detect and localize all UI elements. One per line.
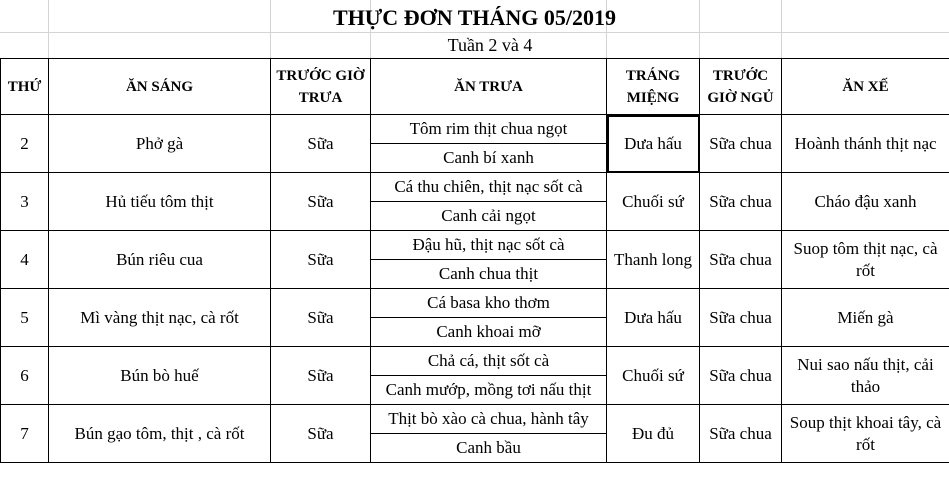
lunch-main-cell[interactable]: Chả cá, thịt sốt cà: [371, 347, 607, 376]
dessert-cell[interactable]: Chuối sứ: [607, 173, 700, 231]
table-row: [1, 347, 949, 376]
before-sleep-cell[interactable]: Sữa chua: [700, 347, 782, 405]
table-row: [1, 289, 949, 318]
header-before-sleep[interactable]: TRƯỚC GIỜ NGỦ: [700, 59, 782, 115]
before-lunch-cell[interactable]: Sữa: [271, 289, 371, 347]
lunch-soup-cell[interactable]: Canh bí xanh: [371, 144, 607, 173]
lunch-soup-cell[interactable]: Canh khoai mỡ: [371, 318, 607, 347]
lunch-main-cell[interactable]: Đậu hũ, thịt nạc sốt cà: [371, 231, 607, 260]
lunch-main-cell[interactable]: Cá basa kho thơm: [371, 289, 607, 318]
snack-cell[interactable]: Miến gà: [782, 289, 949, 347]
breakfast-cell[interactable]: Bún riêu cua: [49, 231, 271, 289]
lunch-soup-cell[interactable]: Canh bầu: [371, 434, 607, 463]
before-sleep-cell[interactable]: Sữa chua: [700, 231, 782, 289]
table-row: [1, 173, 949, 202]
before-sleep-cell[interactable]: Sữa chua: [700, 115, 782, 173]
breakfast-cell[interactable]: Bún gạo tôm, thịt , cà rốt: [49, 405, 271, 463]
snack-cell[interactable]: Suop tôm thịt nạc, cà rốt: [782, 231, 949, 289]
before-sleep-cell[interactable]: Sữa chua: [700, 405, 782, 463]
snack-cell[interactable]: Nui sao nấu thịt, cải thảo: [782, 347, 949, 405]
header-breakfast[interactable]: ĂN SÁNG: [49, 59, 271, 115]
before-lunch-cell[interactable]: Sữa: [271, 405, 371, 463]
snack-cell[interactable]: Hoành thánh thịt nạc: [782, 115, 949, 173]
menu-table: [0, 58, 949, 463]
lunch-soup-cell[interactable]: Canh cải ngọt: [371, 202, 607, 231]
lunch-main-cell[interactable]: Thịt bò xào cà chua, hành tây: [371, 405, 607, 434]
dessert-cell[interactable]: Dưa hấu: [607, 289, 700, 347]
lunch-main-cell[interactable]: Tôm rim thịt chua ngọt: [371, 115, 607, 144]
page-subtitle: Tuần 2 và 4: [447, 35, 533, 55]
day-cell[interactable]: 4: [1, 231, 49, 289]
table-row: [1, 405, 949, 434]
breakfast-cell[interactable]: Bún bò huế: [49, 347, 271, 405]
before-lunch-cell[interactable]: Sữa: [271, 231, 371, 289]
header-day[interactable]: THỨ: [1, 59, 49, 115]
before-lunch-cell[interactable]: Sữa: [271, 173, 371, 231]
lunch-soup-cell[interactable]: Canh mướp, mồng tơi nấu thịt: [371, 376, 607, 405]
header-lunch[interactable]: ĂN TRƯA: [371, 59, 607, 115]
day-cell[interactable]: 2: [1, 115, 49, 173]
gridline: [0, 32, 949, 33]
dessert-cell[interactable]: Thanh long: [607, 231, 700, 289]
page-title: THỰC ĐƠN THÁNG 05/2019: [333, 5, 616, 30]
dessert-cell[interactable]: Đu đủ: [607, 405, 700, 463]
header-row: [1, 59, 949, 115]
day-cell[interactable]: 5: [1, 289, 49, 347]
lunch-soup-cell[interactable]: Canh chua thịt: [371, 260, 607, 289]
header-before-lunch[interactable]: TRƯỚC GIỜ TRƯA: [271, 59, 371, 115]
lunch-main-cell[interactable]: Cá thu chiên, thịt nạc sốt cà: [371, 173, 607, 202]
day-cell[interactable]: 7: [1, 405, 49, 463]
snack-cell[interactable]: Cháo đậu xanh: [782, 173, 949, 231]
breakfast-cell[interactable]: Mì vàng thịt nạc, cà rốt: [49, 289, 271, 347]
before-sleep-cell[interactable]: Sữa chua: [700, 289, 782, 347]
breakfast-cell[interactable]: Hủ tiếu tôm thịt: [49, 173, 271, 231]
before-lunch-cell[interactable]: Sữa: [271, 115, 371, 173]
day-cell[interactable]: 6: [1, 347, 49, 405]
table-row: [1, 231, 949, 260]
snack-cell[interactable]: Soup thịt khoai tây, cà rốt: [782, 405, 949, 463]
before-lunch-cell[interactable]: Sữa: [271, 347, 371, 405]
dessert-cell[interactable]: Chuối sứ: [607, 347, 700, 405]
header-snack[interactable]: ĂN XẾ: [782, 59, 949, 115]
day-cell[interactable]: 3: [1, 173, 49, 231]
table-row: [1, 115, 949, 144]
breakfast-cell[interactable]: Phở gà: [49, 115, 271, 173]
dessert-cell[interactable]: Dưa hấu: [607, 115, 700, 173]
before-sleep-cell[interactable]: Sữa chua: [700, 173, 782, 231]
header-dessert[interactable]: TRÁNG MIỆNG: [607, 59, 700, 115]
